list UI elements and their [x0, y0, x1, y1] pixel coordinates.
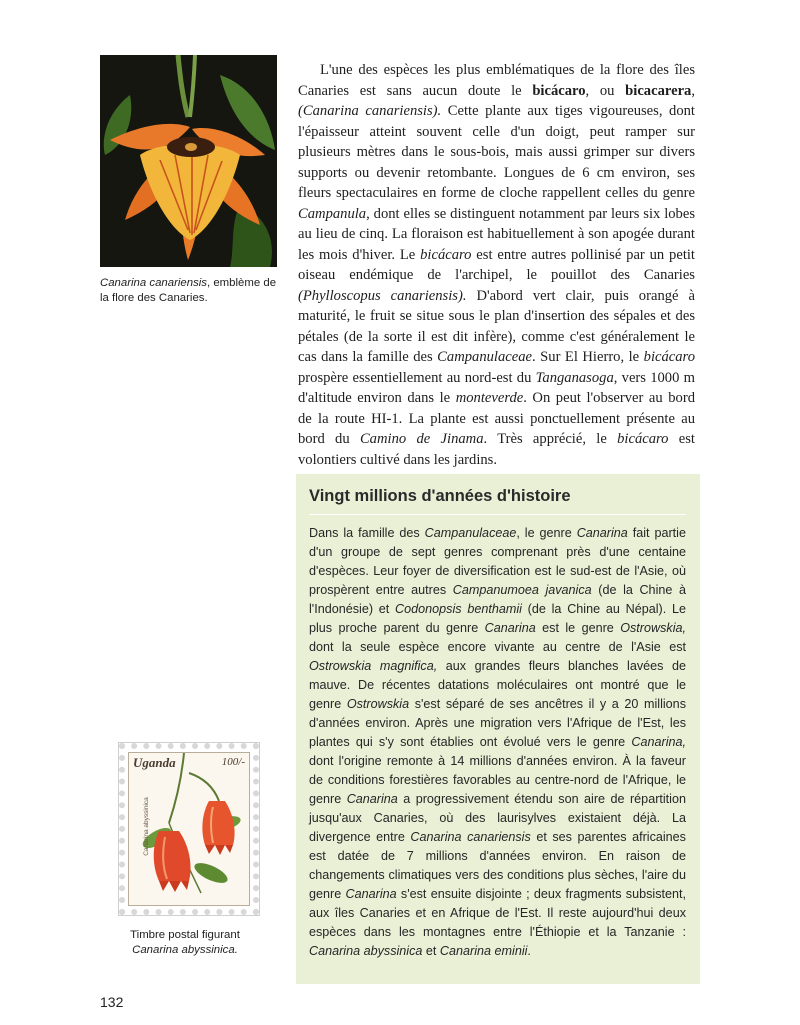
text-run: . Sur El Hierro, le	[532, 349, 644, 365]
latin-name: (Canarina canariensis).	[298, 103, 442, 119]
term-bold: bicacarera	[625, 82, 692, 99]
stamp-inner	[128, 752, 250, 906]
text-run: , le genre	[516, 526, 577, 540]
text-run: . On peut l'observer au bord de la route HI-1. La plante est aussi ponctuellement présente au bord du	[298, 390, 695, 447]
flower-illustration	[100, 55, 277, 267]
text-run: L'une des espèces les plus emblématiques de la flore des îles Canaries est sans aucun doute le	[298, 62, 695, 99]
latin-name: Canarina,	[631, 735, 686, 749]
stamp-caption	[105, 928, 265, 958]
latin-name: Canarina eminii	[439, 944, 528, 958]
latin-name: Ostrowskia,	[620, 621, 686, 635]
latin-name: Campanulaceae	[437, 349, 533, 365]
latin-name: Campanulaceae	[424, 526, 517, 540]
page-number: 132	[100, 994, 124, 1010]
latin-name: Canarina	[576, 526, 628, 540]
sidebar-text	[309, 524, 686, 961]
history-sidebar	[296, 474, 700, 984]
latin-name: Canarina	[484, 621, 536, 635]
place-name: Tanganasoga	[535, 369, 614, 386]
latin-name: Ostrowskia magnifica,	[309, 659, 438, 673]
text-run: (de la Chine à l'Indonésie) et	[309, 583, 686, 616]
caption-text: , emblème de la flore des Canaries.	[100, 277, 277, 304]
text-run: , vers 1000 m d'altitude environ dans le	[298, 369, 695, 406]
place-name: Camino de Jinama	[359, 431, 484, 447]
text-run: Dans la famille des	[309, 526, 425, 540]
text-run: fait partie d'un groupe de sept genres comprenant près d'une centaine d'espèces. Leur foyer de diversification est le sud-est de l'Asie, où prospèrent entre autres	[309, 526, 686, 597]
text-run: est volontiers cultivé dans les jardins.	[298, 431, 695, 468]
text-run: D'abord vert clair, puis orangé à maturité, le fruit se situe sous le plan d'insertion des sépales et des pétales (de la sorte il est dit infère), comme c'est généralement le cas dans la famille des	[298, 287, 695, 365]
caption-species: Canarina canariensis	[100, 277, 208, 289]
stamp-caption-line: Timbre postal figurant	[130, 929, 240, 941]
latin-name: Canarina canariensis	[410, 830, 531, 844]
term-italic: bicácaro	[617, 431, 669, 447]
stamp-country: Uganda	[133, 755, 176, 770]
latin-name: Campanula	[298, 205, 367, 222]
text-run: aux grandes fleurs blanches lavées de mauve. De récentes datations moléculaires ont montré que le genre	[309, 659, 686, 711]
text-run: et	[422, 944, 440, 958]
text-run: . Très apprécié, le	[483, 431, 618, 447]
text-run: Cette plante aux tiges vigoureuses, dont l'épaisseur atteint souvent celle d'un doigt, peut ramper sur plusieurs mètres dans le sous-bois, mais aussi grimper sur divers supports ou devenir retombante. Longues de 6 cm environ, ses fleurs spectaculaires en forme de cloche rappellent celles du genre	[298, 103, 695, 201]
sidebar-title: Vingt millions d'années d'histoire	[309, 487, 686, 515]
stamp-caption-species: Canarina abyssinica.	[132, 944, 238, 956]
main-paragraph	[298, 60, 695, 470]
text-run: ,	[691, 82, 695, 99]
text-run: a progressivement étendu son aire de répartition jusqu'aux Canaries, où des laurisylves existaient déjà. La divergence entre	[309, 792, 686, 844]
text-run: .	[527, 944, 531, 958]
postage-stamp	[118, 742, 260, 916]
stamp-species: Canarina abyssinica	[142, 797, 150, 856]
term-italic: bicácaro	[420, 246, 472, 263]
text-run: , ou	[585, 82, 626, 99]
text-run: dont l'origine remonte à 14 millions d'années environ. À la faveur de conditions forestières favorables au centre-nord de l'Afrique, le genre	[309, 754, 686, 806]
text-run: , dont elles se distinguent notamment par leurs six lobes au lieu de cinq. La floraison est habituellement à son apogée durant les mois d'hiver. Le	[298, 205, 695, 263]
photo-caption	[100, 276, 280, 306]
latin-name: (Phylloscopus canariensis).	[298, 287, 467, 304]
text-run: dont la seule espèce encore vivante au centre de l'Asie est	[309, 640, 686, 654]
text-run: est entre autres pollinisé par un petit oiseau endémique de l'archipel, le pouillot des Canaries	[298, 246, 695, 283]
term-italic: monteverde	[455, 390, 524, 406]
canarina-flower-photo	[100, 55, 277, 267]
text-run: prospère essentiellement au nord-est du	[298, 369, 536, 386]
latin-name: Canarina abyssinica	[309, 944, 423, 958]
text-run: s'est séparé de ses ancêtres il y a 20 millions d'années environ. Après une migration vers l'Afrique de l'Est, les plantes qui s'y sont établies ont évolué vers le genre	[309, 697, 686, 749]
text-run: s'est ensuite disjointe ; deux fragments subsistent, aux îles Canaries et en Afrique de l'Est. Il reste aujourd'hui deux espèces dans les montagnes entre l'Éthiopie et la Tanzanie :	[309, 887, 686, 939]
latin-name: Campanumoea javanica	[452, 583, 592, 597]
text-run: (de la Chine au Népal). Le plus proche parent du genre	[309, 602, 686, 635]
latin-name: Codonopsis benthamii	[395, 602, 522, 616]
text-run: et ses parentes africaines est datée de 7 millions d'années environ. En raison de changements climatiques vers des conditions plus sèches, l'aire du genre	[309, 830, 686, 901]
stamp-value: 100/-	[221, 756, 245, 768]
term-italic: bicácaro	[643, 349, 695, 365]
latin-name: Ostrowskia	[346, 697, 410, 711]
latin-name: Canarina	[346, 792, 398, 806]
text-run: est le genre	[535, 621, 621, 635]
term-bold: bicácaro	[532, 82, 586, 99]
latin-name: Canarina	[345, 887, 397, 901]
